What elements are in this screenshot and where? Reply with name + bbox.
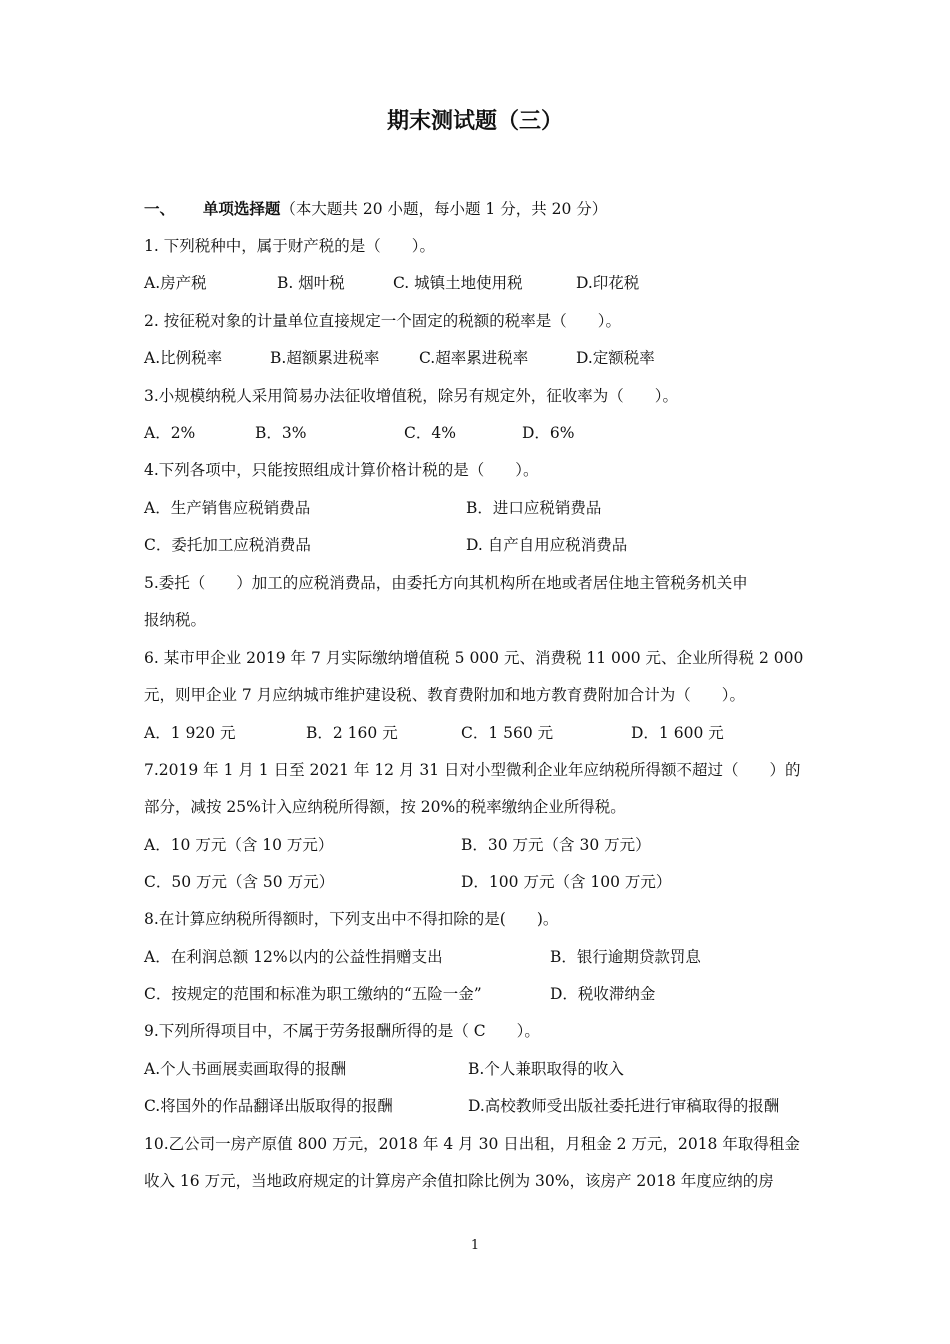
question-stem: 9.下列所得项目中，不属于劳务报酬所得的是（ C ）。: [144, 1022, 540, 1040]
option-b: B. 烟叶税: [277, 274, 345, 292]
option-a: A.房产税: [144, 274, 207, 292]
option-a: A．10 万元（含 10 万元）: [144, 836, 334, 854]
option-a: A．在利润总额 12%以内的公益性捐赠支出: [144, 948, 443, 966]
option-a: A．生产销售应税销费品: [144, 499, 311, 517]
question-stem: 2. 按征税对象的计量单位直接规定一个固定的税额的税率是（ ）。: [144, 312, 621, 330]
question-stem: 6. 某市甲企业 2019 年 7 月实际缴纳增值税 5 000 元、消费税 11 000 元、企业所得税 2 000: [144, 649, 804, 667]
option-a: A.比例税率: [144, 349, 223, 367]
question-stem-cont: 收入 16 万元，当地政府规定的计算房产余值扣除比例为 30%，该房产 2018 年度应纳的房: [144, 1172, 774, 1190]
question-stem: 4.下列各项中，只能按照组成计算价格计税的是（ ）。: [144, 461, 539, 479]
option-b: B．30 万元（含 30 万元）: [461, 836, 651, 854]
option-d: D．100 万元（含 100 万元）: [461, 873, 672, 891]
option-a: A.个人书画展卖画取得的报酬: [144, 1060, 347, 1078]
option-c: C. 城镇土地使用税: [393, 274, 523, 292]
option-c: C．1 560 元: [461, 724, 554, 742]
question-stem-cont: 元，则甲企业 7 月应纳城市维护建设税、教育费附加和地方教育费附加合计为（ ）。: [144, 686, 745, 704]
section-header: [144, 197, 607, 219]
question-stem: 10.乙公司一房产原值 800 万元，2018 年 4 月 30 日出租，月租金 2 万元，2018 年取得租金: [144, 1135, 800, 1153]
option-b: B．2 160 元: [306, 724, 398, 742]
option-a: A．1 920 元: [144, 724, 236, 742]
section-note: （本大题共 20 小题，每小题 1 分，共 20 分）: [280, 200, 608, 218]
question-stem: 5.委托（ ）加工的应税消费品，由委托方向其机构所在地或者居住地主管税务机关申: [144, 574, 748, 592]
option-d: D．6%: [522, 424, 575, 442]
option-d: D．1 600 元: [631, 724, 724, 742]
option-c: C.超率累进税率: [419, 349, 529, 367]
option-c: C.将国外的作品翻译出版取得的报酬: [144, 1097, 393, 1115]
option-d: D.印花税: [576, 274, 640, 292]
option-b: B.超额累进税率: [270, 349, 380, 367]
option-b: B.个人兼职取得的收入: [468, 1060, 624, 1078]
option-b: B．银行逾期贷款罚息: [550, 948, 701, 966]
question-stem-cont: 部分，减按 25%计入应纳税所得额，按 20%的税率缴纳企业所得税。: [144, 798, 626, 816]
option-b: B．进口应税销费品: [466, 499, 602, 517]
option-d: D.高校教师受出版社委托进行审稿取得的报酬: [468, 1097, 780, 1115]
option-a: A．2%: [144, 424, 196, 442]
option-c: C．按规定的范围和标准为职工缴纳的“五险一金”: [144, 985, 482, 1003]
question-stem-cont: 报纳税。: [144, 611, 207, 629]
question-stem: 8.在计算应纳税所得额时，下列支出中不得扣除的是( )。: [144, 910, 559, 928]
question-stem: 7.2019 年 1 月 1 日至 2021 年 12 月 31 日对小型微利企业年应纳税所得额不超过（ ）的: [144, 761, 801, 779]
option-d: D．税收滞纳金: [550, 985, 656, 1003]
page-title: 期末测试题（三）: [386, 109, 563, 134]
option-c: C．4%: [404, 424, 456, 442]
option-c: C．50 万元（含 50 万元）: [144, 873, 335, 891]
option-b: B．3%: [255, 424, 307, 442]
option-d: D.定额税率: [576, 349, 655, 367]
section-number: 一、: [144, 200, 176, 218]
question-stem: 3.小规模纳税人采用简易办法征收增值税，除另有规定外，征收率为（ ）。: [144, 387, 679, 405]
page-number: 1: [470, 1238, 480, 1253]
option-d: D. 自产自用应税消费品: [466, 536, 628, 554]
question-stem: 1. 下列税种中，属于财产税的是（ ）。: [144, 237, 435, 255]
option-c: C．委托加工应税消费品: [144, 536, 311, 554]
section-heading: 单项选择题: [202, 200, 281, 218]
